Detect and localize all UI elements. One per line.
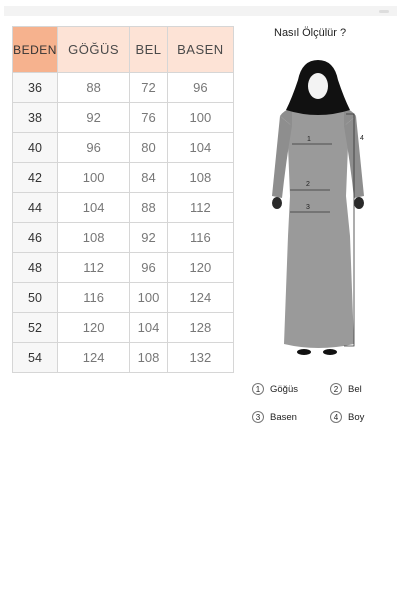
gogus-cell: 100 [58,163,130,193]
table-row [13,163,234,193]
marker-chest: 1 [307,136,311,143]
bel-cell: 92 [130,223,168,253]
legend-item [252,383,298,395]
size-chart-table [12,26,234,373]
size-cell: 50 [13,283,58,313]
size-cell: 52 [13,313,58,343]
left-shoe-icon [297,349,311,355]
basen-cell: 124 [167,283,233,313]
bel-cell: 100 [130,283,168,313]
size-cell: 42 [13,163,58,193]
bel-cell: 88 [130,193,168,223]
gogus-cell: 104 [58,193,130,223]
size-cell: 46 [13,223,58,253]
gogus-cell: 92 [58,103,130,133]
basen-cell: 108 [167,163,233,193]
size-cell: 44 [13,193,58,223]
gogus-cell: 116 [58,283,130,313]
legend-number-badge: 3 [252,411,264,423]
size-cell: 36 [13,73,58,103]
legend-label: Basen [270,411,297,423]
basen-cell: 116 [167,223,233,253]
size-chart-header-row [13,27,234,73]
marker-hip: 3 [306,204,310,211]
face-shape [308,73,328,99]
header-basen: BASEN [167,27,233,73]
basen-cell: 96 [167,73,233,103]
header-beden: BEDEN [13,27,58,73]
table-row [13,73,234,103]
bel-cell: 104 [130,313,168,343]
table-row [13,283,234,313]
legend-number-badge: 2 [330,383,342,395]
basen-cell: 104 [167,133,233,163]
table-row [13,313,234,343]
basen-cell: 132 [167,343,233,373]
measure-guide-title: Nasıl Ölçülür ? [274,27,347,39]
basen-cell: 120 [167,253,233,283]
table-row [13,253,234,283]
bel-cell: 84 [130,163,168,193]
marker-length: 4 [360,135,364,142]
legend-label: Boy [348,411,365,423]
bel-cell: 72 [130,73,168,103]
gogus-cell: 96 [58,133,130,163]
table-row [13,133,234,163]
gogus-cell: 112 [58,253,130,283]
table-row [13,193,234,223]
close-handle-icon [379,10,389,13]
legend-label: Göğüs [270,383,298,395]
header-gogus: GÖĞÜS [58,27,130,73]
basen-cell: 112 [167,193,233,223]
legend-label: Bel [348,383,362,395]
table-row [13,103,234,133]
left-hand-icon [272,197,282,209]
legend-item [330,411,364,423]
top-bar [4,6,397,16]
right-hand-icon [354,197,364,209]
size-cell: 48 [13,253,58,283]
bel-cell: 96 [130,253,168,283]
measurement-figure [258,46,378,366]
measurement-legend [248,381,388,429]
header-bel: BEL [130,27,168,73]
gogus-cell: 120 [58,313,130,343]
dress-silhouette [284,98,354,348]
marker-waist: 2 [306,181,310,188]
table-row [13,223,234,253]
legend-item [252,411,297,423]
bel-cell: 108 [130,343,168,373]
basen-cell: 128 [167,313,233,343]
gogus-cell: 124 [58,343,130,373]
gogus-cell: 108 [58,223,130,253]
bel-cell: 76 [130,103,168,133]
size-cell: 38 [13,103,58,133]
table-row [13,343,234,373]
right-shoe-icon [323,349,337,355]
size-cell: 40 [13,133,58,163]
gogus-cell: 88 [58,73,130,103]
legend-number-badge: 4 [330,411,342,423]
size-cell: 54 [13,343,58,373]
basen-cell: 100 [167,103,233,133]
bel-cell: 80 [130,133,168,163]
legend-item [330,383,362,395]
legend-number-badge: 1 [252,383,264,395]
